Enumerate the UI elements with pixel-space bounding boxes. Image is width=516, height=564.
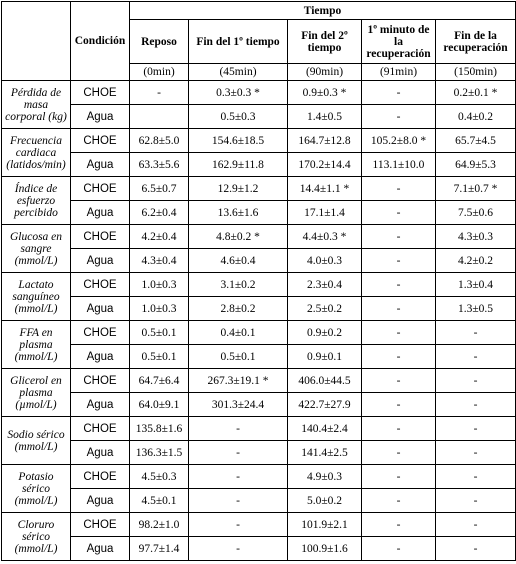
value-cell: - [436,369,516,393]
value-cell: - [362,513,436,537]
value-cell: 63.3±5.6 [130,153,189,177]
value-cell: - [362,81,436,105]
table-row [2,393,516,417]
condition-label: Agua [71,537,130,561]
value-cell: 1.3±0.5 [436,297,516,321]
value-cell: - [436,489,516,513]
value-cell: 64.9±5.3 [436,153,516,177]
value-cell: 141.4±2.5 [288,441,362,465]
value-cell: 12.9±1.2 [189,177,288,201]
table-row [2,105,516,129]
time-header: Tiempo [130,2,516,20]
condition-label: Agua [71,153,130,177]
value-cell: - [189,489,288,513]
col-unit-end-second-half: (90min) [288,64,362,81]
variable-label: Lactato sanguíneo (mmol/L) [2,273,71,321]
value-cell: 4.8±0.2 * [189,225,288,249]
condition-header: Condición [71,2,130,81]
value-cell: 1.0±0.3 [130,273,189,297]
variable-label: Glicerol en plasma (µmol/L) [2,369,71,417]
value-cell: 164.7±12.8 [288,129,362,153]
condition-label: CHOE [71,513,130,537]
table-body [2,81,516,561]
value-cell: 136.3±1.5 [130,441,189,465]
value-cell: 4.5±0.3 [130,465,189,489]
value-cell: 7.5±0.6 [436,201,516,225]
value-cell: 3.1±0.2 [189,273,288,297]
value-cell: - [362,249,436,273]
value-cell: - [189,465,288,489]
value-cell: 0.5±0.1 [130,345,189,369]
value-cell: - [436,465,516,489]
value-cell: 5.0±0.2 [288,489,362,513]
value-cell: 2.8±0.2 [189,297,288,321]
value-cell: 1.3±0.4 [436,273,516,297]
col-unit-end-recovery: (150min) [436,64,516,81]
table-row [2,297,516,321]
variable-label: Sodio sérico (mmol/L) [2,417,71,465]
table-row [2,201,516,225]
condition-label: Agua [71,297,130,321]
value-cell: 0.4±0.2 [436,105,516,129]
table-row [2,321,516,345]
value-cell: - [436,537,516,561]
table-row [2,513,516,537]
value-cell: 64.7±6.4 [130,369,189,393]
col-header-end-recovery: Fin de la recuperación [436,20,516,64]
value-cell: 0.9±0.3 * [288,81,362,105]
value-cell: - [362,177,436,201]
value-cell: - [436,417,516,441]
results-table [1,1,516,561]
value-cell: 0.2±0.1 * [436,81,516,105]
value-cell: - [362,345,436,369]
condition-label: Agua [71,345,130,369]
value-cell: 2.5±0.2 [288,297,362,321]
value-cell: 64.0±9.1 [130,393,189,417]
value-cell: 4.0±0.3 [288,249,362,273]
value-cell: - [362,465,436,489]
condition-label: CHOE [71,369,130,393]
col-header-end-second-half: Fin del 2º tiempo [288,20,362,64]
value-cell: - [362,537,436,561]
value-cell: 62.8±5.0 [130,129,189,153]
value-cell: 170.2±14.4 [288,153,362,177]
condition-label: Agua [71,393,130,417]
value-cell: - [362,369,436,393]
table-row [2,369,516,393]
value-cell: 65.7±4.5 [436,129,516,153]
table-row [2,489,516,513]
value-cell: 4.6±0.4 [189,249,288,273]
condition-label: CHOE [71,273,130,297]
variable-label: FFA en plasma (mmol/L) [2,321,71,369]
value-cell: - [436,393,516,417]
table-row [2,249,516,273]
value-cell: 4.9±0.3 [288,465,362,489]
condition-label: CHOE [71,465,130,489]
value-cell: - [436,441,516,465]
value-cell: 0.4±0.1 [189,321,288,345]
col-header-first-minute-recovery: 1º minuto de la recuperación [362,20,436,64]
value-cell: - [362,273,436,297]
variable-label: Glucosa en sangre (mmol/L) [2,225,71,273]
value-cell: - [189,537,288,561]
value-cell: 4.3±0.3 [436,225,516,249]
condition-label: CHOE [71,321,130,345]
table-row [2,465,516,489]
value-cell: 135.8±1.6 [130,417,189,441]
value-cell: 301.3±24.4 [189,393,288,417]
value-cell: 406.0±44.5 [288,369,362,393]
condition-label: Agua [71,105,130,129]
value-cell: 0.5±0.1 [189,345,288,369]
value-cell: 0.3±0.3 * [189,81,288,105]
corner-cell [2,2,71,81]
value-cell: 2.3±0.4 [288,273,362,297]
condition-label: CHOE [71,177,130,201]
condition-label: Agua [71,489,130,513]
table-row [2,225,516,249]
variable-label: Frecuencia cardiaca (latidos/min) [2,129,71,177]
value-cell: - [362,321,436,345]
value-cell: 0.5±0.1 [130,321,189,345]
value-cell: 162.9±11.8 [189,153,288,177]
col-unit-end-first-half: (45min) [189,64,288,81]
value-cell: 4.5±0.1 [130,489,189,513]
value-cell: 13.6±1.6 [189,201,288,225]
value-cell: - [189,441,288,465]
value-cell: 14.4±1.1 * [288,177,362,201]
table-row [2,537,516,561]
value-cell: - [362,201,436,225]
value-cell: 0.9±0.1 [288,345,362,369]
value-cell: 154.6±18.5 [189,129,288,153]
condition-label: Agua [71,201,130,225]
value-cell: - [130,81,189,105]
variable-label: Índice de esfuerzo percibido [2,177,71,225]
value-cell: 4.4±0.3 * [288,225,362,249]
col-unit-first-minute-recovery: (91min) [362,64,436,81]
value-cell: - [362,441,436,465]
value-cell [130,105,189,129]
value-cell: 100.9±1.6 [288,537,362,561]
value-cell: 140.4±2.4 [288,417,362,441]
col-header-rest: Reposo [130,20,189,64]
value-cell: - [362,417,436,441]
condition-label: CHOE [71,81,130,105]
table-row [2,345,516,369]
value-cell: 0.9±0.2 [288,321,362,345]
value-cell: - [189,513,288,537]
table-row [2,81,516,105]
table-row [2,177,516,201]
value-cell: 101.9±2.1 [288,513,362,537]
condition-label: CHOE [71,417,130,441]
value-cell: 97.7±1.4 [130,537,189,561]
table-row [2,153,516,177]
value-cell: - [362,105,436,129]
value-cell: 7.1±0.7 * [436,177,516,201]
table-row [2,129,516,153]
value-cell: - [362,297,436,321]
value-cell: 4.2±0.2 [436,249,516,273]
value-cell: - [436,345,516,369]
table-row [2,273,516,297]
value-cell: 98.2±1.0 [130,513,189,537]
value-cell: - [362,393,436,417]
value-cell: 113.1±10.0 [362,153,436,177]
condition-label: Agua [71,249,130,273]
value-cell: - [436,321,516,345]
table-row [2,441,516,465]
value-cell: 1.0±0.3 [130,297,189,321]
value-cell: - [362,489,436,513]
value-cell: 267.3±19.1 * [189,369,288,393]
condition-label: Agua [71,441,130,465]
value-cell: 1.4±0.5 [288,105,362,129]
value-cell: 6.2±0.4 [130,201,189,225]
condition-label: CHOE [71,129,130,153]
col-unit-rest: (0min) [130,64,189,81]
value-cell: 105.2±8.0 * [362,129,436,153]
value-cell: - [436,513,516,537]
value-cell: 0.5±0.3 [189,105,288,129]
table-row [2,417,516,441]
value-cell: 4.2±0.4 [130,225,189,249]
condition-label: CHOE [71,225,130,249]
value-cell: - [362,225,436,249]
variable-label: Cloruro sérico (mmol/L) [2,513,71,561]
variable-label: Pérdida de masa corporal (kg) [2,81,71,129]
col-header-end-first-half: Fin del 1º tiempo [189,20,288,64]
value-cell: 17.1±1.4 [288,201,362,225]
value-cell: 4.3±0.4 [130,249,189,273]
value-cell: 6.5±0.7 [130,177,189,201]
variable-label: Potasio sérico (mmol/L) [2,465,71,513]
value-cell: - [189,417,288,441]
value-cell: 422.7±27.9 [288,393,362,417]
